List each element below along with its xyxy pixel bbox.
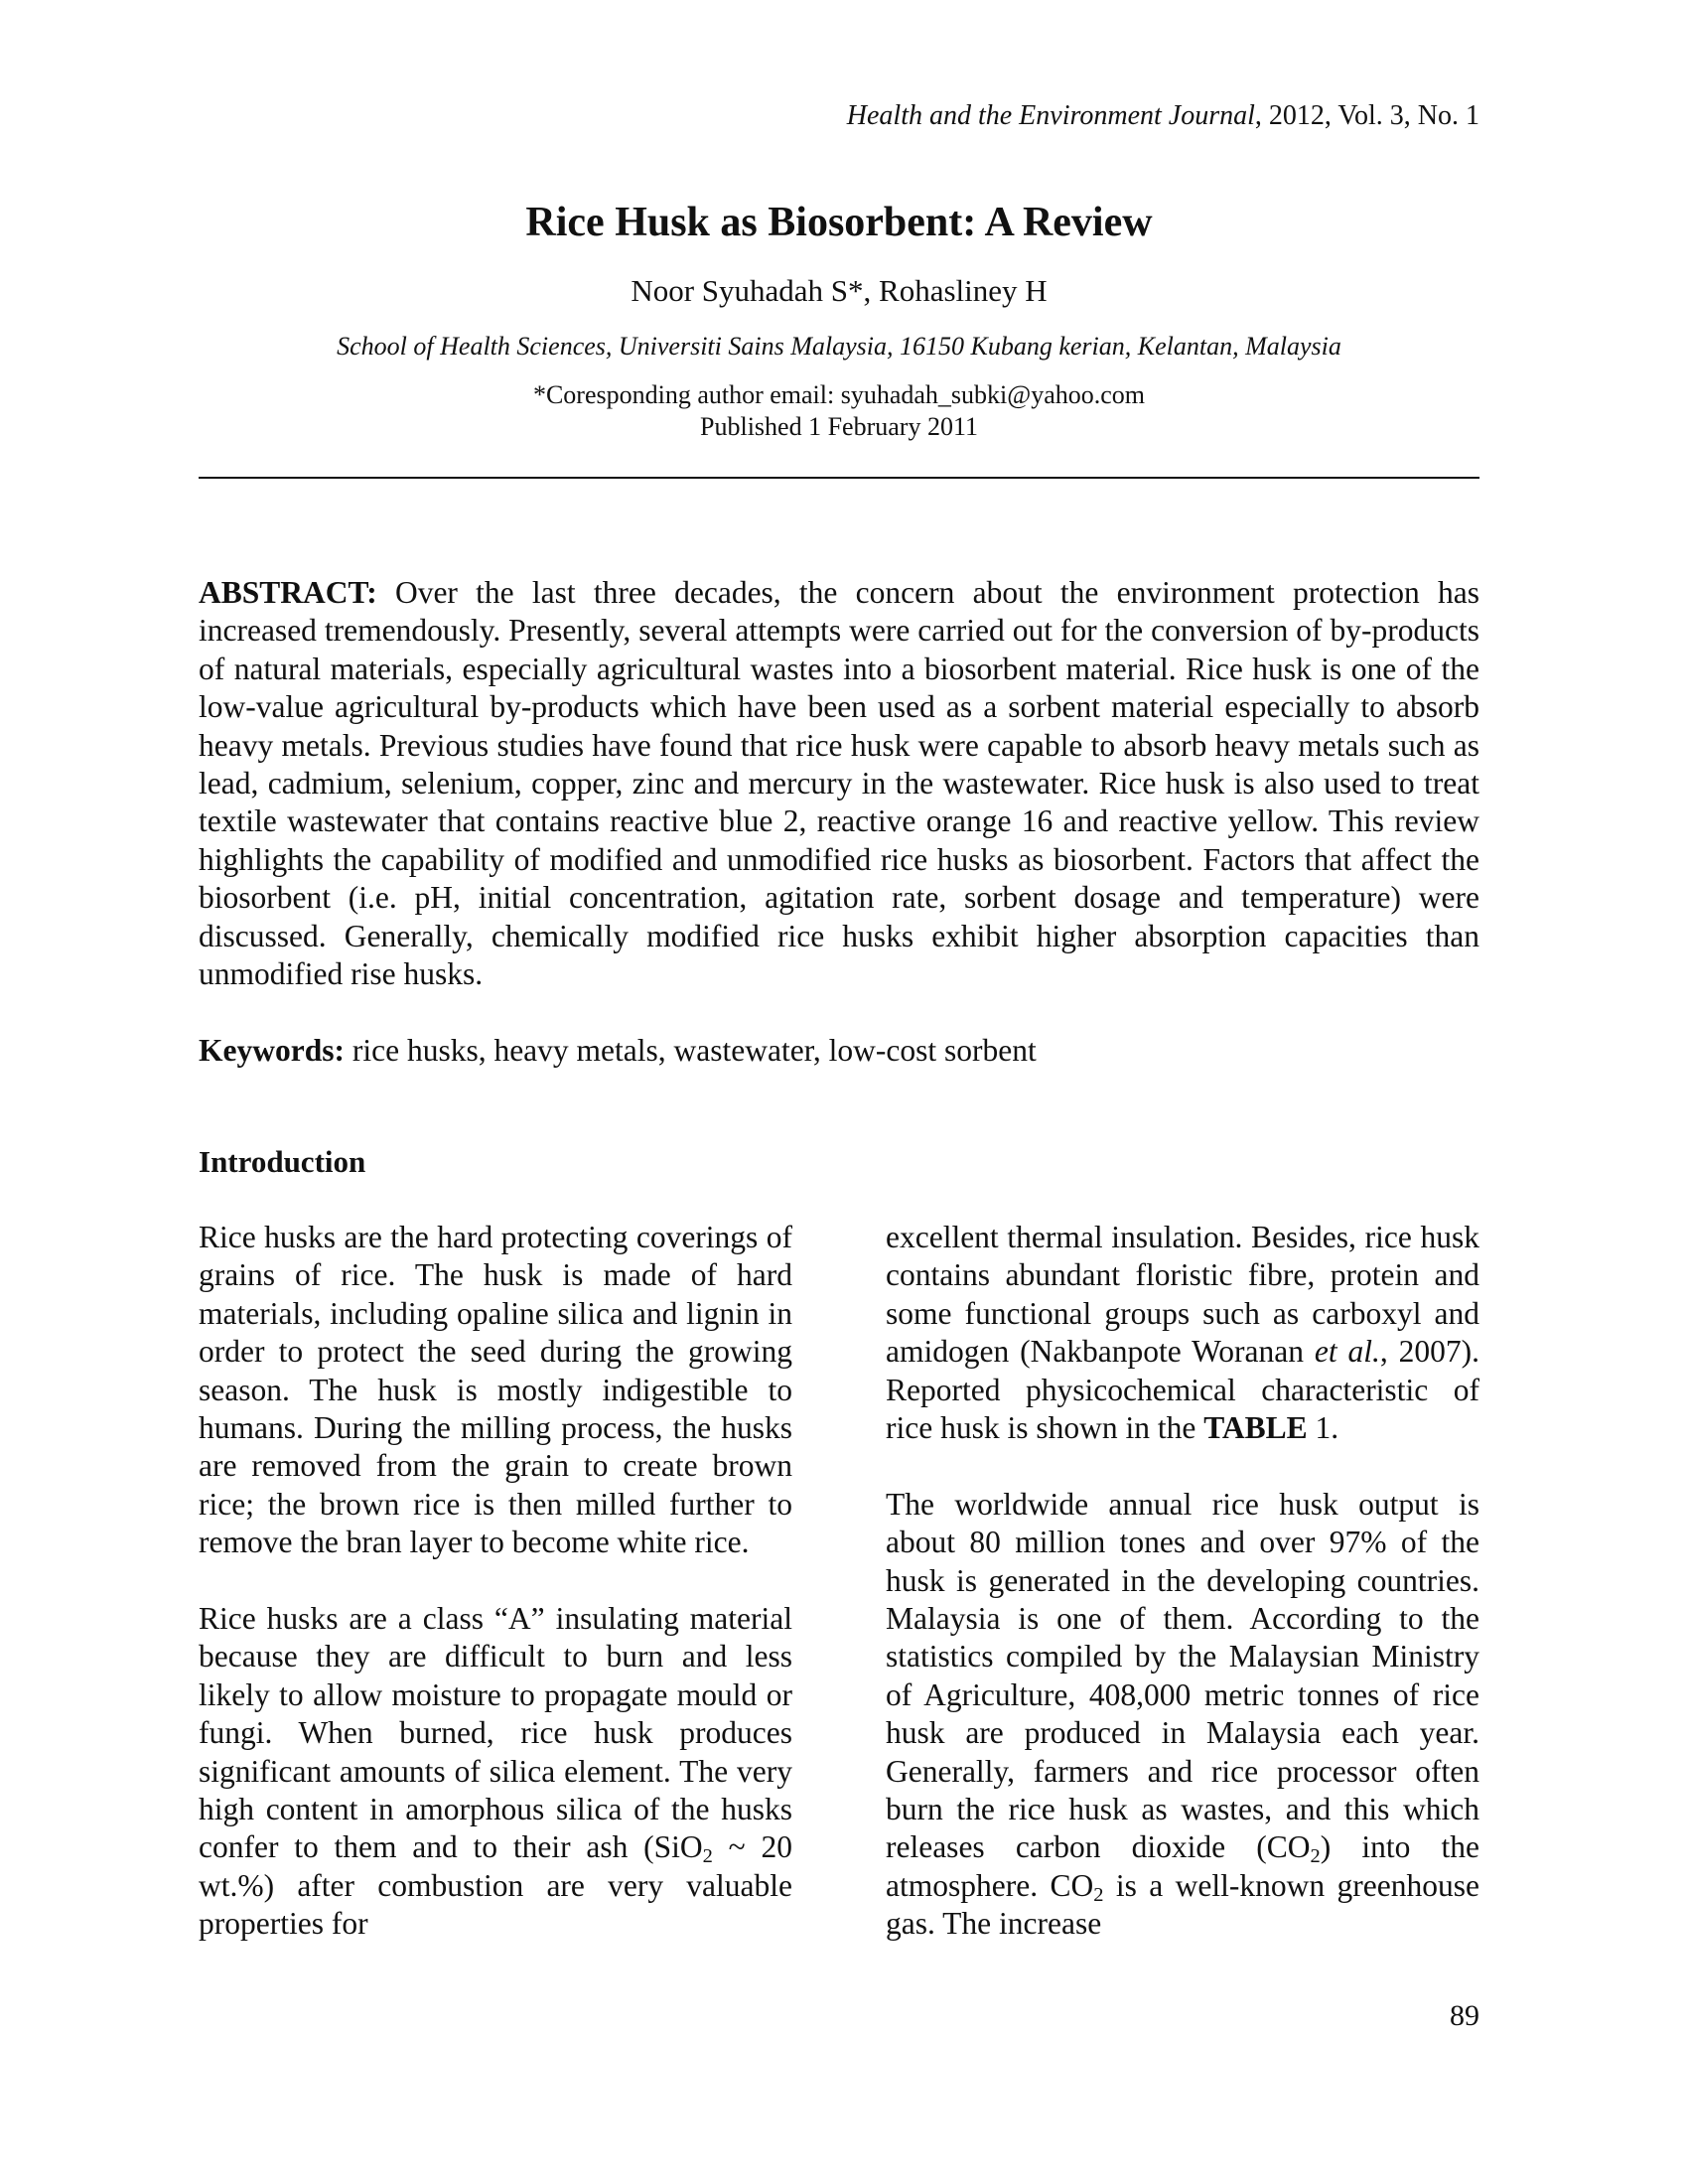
paragraph-text: is a well-known greenhouse gas. The increase	[886, 1867, 1479, 1942]
abstract	[199, 574, 1479, 993]
keywords-label: Keywords:	[199, 1033, 345, 1068]
keywords	[199, 1032, 1479, 1070]
paragraph: Rice husks are the hard protecting coverings of grains of rice. The husk is made of hard materials, including opaline silica and lignin in order to protect the seed during the growing season. The husk is mostly indigestible to humans. During the milling process, the husks are removed from the grain to create brown rice; the brown rice is then milled further to remove the bran layer to become white rice.	[199, 1220, 792, 1560]
subscript: 2	[702, 1845, 713, 1868]
paragraph-text: The worldwide annual rice husk output is about 80 million tones and over 97% of the husk is generated in the developing countries. Malaysia is one of them. According to the statistics compiled by the Malaysian Ministry of Agriculture, 408,000 metric tonnes of rice husk are produced in Malaysia each year. Generally, farmers and rice processor often burn the rice husk as wastes, and this which releases carbon dioxide (CO	[886, 1486, 1479, 1865]
corresponding-email: *Coresponding author email: syuhadah_subki@yahoo.com	[532, 380, 1146, 409]
section-heading-introduction: Introduction	[199, 1144, 366, 1179]
journal-details: , 2012, Vol. 3, No. 1	[1254, 100, 1479, 131]
paragraph-text: Rice husks are a class “A” insulating material because they are difficult to burn and less likely to allow moisture to propagate mould or fungi. When burned, rice husk produces significant amounts of silica element. The very high content in amorphous silica of the husks confer to them and to their ash (SiO	[199, 1601, 792, 1865]
author-list: Noor Syuhadah S*, Rohasliney H	[631, 273, 1048, 308]
running-header	[199, 99, 1479, 133]
paragraph	[199, 1600, 792, 1944]
abstract-text: Over the last three decades, the concern about the environment protection has increased tremendously. Presently, several attempts were carried out for the conversion of by-products of natural materials, especially agricultural wastes into a biosorbent material. Rice husk is one of the low-value agricultural by-products which have been used as a sorbent material especially to absorb heavy metals. Previous studies have found that rice husk were capable to absorb heavy metals such as lead, cadmium, selenium, copper, zinc and mercury in the wastewater. Rice husk is also used to treat textile wastewater that contains reactive blue 2, reactive orange 16 and reactive yellow. This review highlights the capability of modified and unmodified rice husks as biosorbent. Factors that affect the biosorbent (i.e. pH, initial concentration, agitation rate, sorbent dosage and temperature) were discussed. Generally, chemically modified rice husks exhibit higher absorption capacities than unmodified rise husks.	[199, 575, 1479, 992]
paragraph-text: excellent thermal insulation. Besides, rice husk contains abundant floristic fibre, protein and some functional groups such as carboxyl and amidogen (Nakbanpote Woranan	[886, 1220, 1479, 1370]
paragraph-text: ) into the atmosphere. CO	[886, 1829, 1479, 1903]
abstract-label: ABSTRACT:	[199, 575, 377, 610]
subscript: 2	[1310, 1845, 1321, 1868]
paragraph-text: ~ 20 wt.%) after combustion are very valuable properties for	[199, 1829, 792, 1942]
paragraph	[886, 1219, 1479, 1447]
paragraph-text: 1.	[1307, 1410, 1339, 1446]
subscript: 2	[1093, 1884, 1104, 1906]
paragraph-text: , 2007). Reported physicochemical characteristic of rice husk is shown in the	[886, 1334, 1479, 1446]
right-column	[886, 1219, 1479, 1944]
paragraph	[886, 1486, 1479, 1944]
keywords-text: rice husks, heavy metals, wastewater, low-cost sorbent	[344, 1033, 1037, 1068]
table-reference: TABLE	[1203, 1410, 1308, 1446]
journal-name: Health and the Environment Journal	[846, 100, 1255, 131]
left-column	[199, 1219, 792, 1944]
header-divider	[199, 477, 1479, 479]
citation-et-al: et al.	[1314, 1334, 1380, 1370]
page-number: 89	[1450, 1999, 1479, 2032]
affiliation: School of Health Sciences, Universiti Sains Malaysia, 16150 Kubang kerian, Kelantan, Malaysia	[337, 332, 1341, 361]
paper-title: Rice Husk as Biosorbent: A Review	[525, 200, 1153, 245]
published-date: Published 1 February 2011	[700, 412, 978, 441]
